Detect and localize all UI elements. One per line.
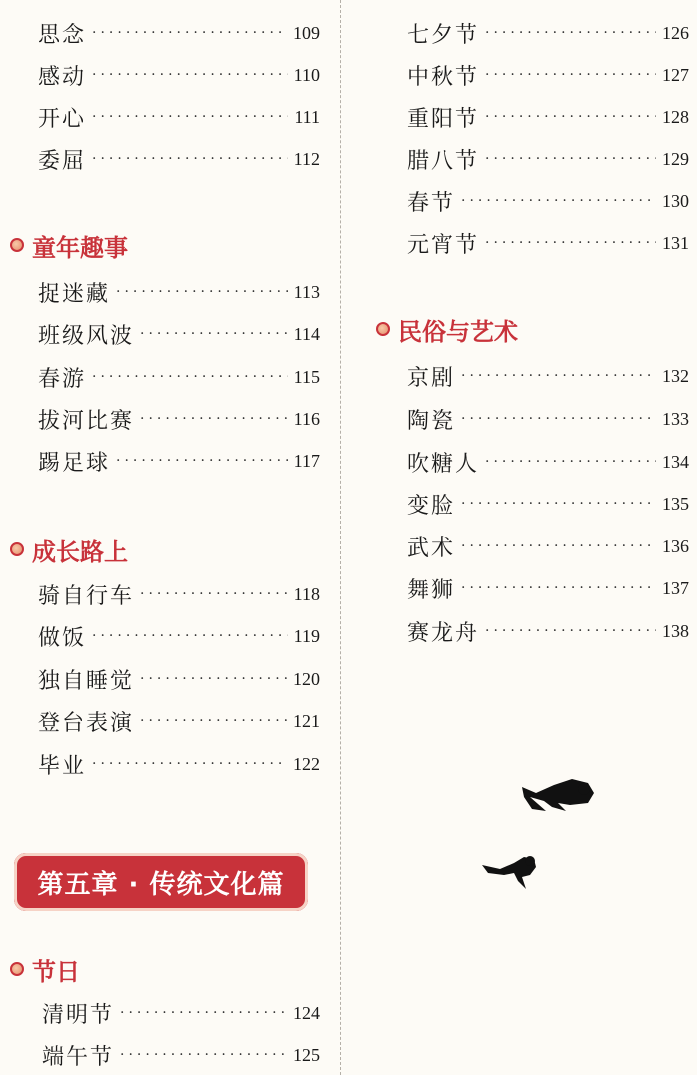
entry-title: 元宵节 bbox=[407, 232, 480, 258]
toc-entry[interactable] bbox=[407, 531, 689, 561]
toc-entry[interactable] bbox=[42, 998, 320, 1028]
entry-page: 131 bbox=[662, 232, 689, 253]
entry-page: 125 bbox=[293, 1044, 320, 1065]
swallow-icon bbox=[482, 856, 536, 889]
toc-entry[interactable] bbox=[407, 60, 689, 90]
column-divider bbox=[340, 0, 341, 1075]
entry-title: 武术 bbox=[407, 535, 456, 561]
section-heading bbox=[10, 228, 128, 262]
toc-entry[interactable] bbox=[38, 621, 320, 651]
leader-dots bbox=[140, 404, 288, 434]
entry-page: 138 bbox=[662, 620, 689, 641]
leader-dots bbox=[92, 749, 287, 779]
toc-entry[interactable] bbox=[407, 489, 689, 519]
toc-entry[interactable] bbox=[407, 616, 689, 646]
toc-entry[interactable] bbox=[407, 18, 689, 48]
leader-dots bbox=[120, 998, 287, 1028]
swallow-icon bbox=[522, 779, 594, 811]
bullet-icon bbox=[10, 962, 24, 976]
entry-page: 121 bbox=[293, 710, 320, 731]
section-title: 节日 bbox=[32, 957, 80, 986]
entry-title: 春游 bbox=[38, 366, 87, 392]
toc-entry[interactable] bbox=[38, 18, 320, 48]
leader-dots bbox=[116, 446, 288, 476]
leader-dots bbox=[92, 18, 287, 48]
entry-page: 116 bbox=[293, 408, 320, 429]
entry-title: 委屈 bbox=[38, 148, 87, 174]
leader-dots bbox=[485, 616, 656, 646]
entry-page: 120 bbox=[293, 668, 320, 689]
bullet-icon bbox=[10, 542, 24, 556]
leader-dots bbox=[461, 489, 656, 519]
entry-page: 113 bbox=[293, 281, 320, 302]
entry-page: 127 bbox=[662, 64, 689, 85]
entry-page: 119 bbox=[293, 625, 320, 646]
entry-title: 腊八节 bbox=[407, 148, 480, 174]
entry-page: 133 bbox=[662, 408, 689, 429]
entry-page: 128 bbox=[662, 106, 689, 127]
leader-dots bbox=[92, 102, 288, 132]
entry-title: 京剧 bbox=[407, 365, 456, 391]
entry-title: 端午节 bbox=[42, 1044, 115, 1070]
leader-dots bbox=[461, 531, 656, 561]
toc-entry[interactable] bbox=[38, 664, 320, 694]
entry-title: 开心 bbox=[38, 106, 87, 132]
toc-entry[interactable] bbox=[407, 404, 689, 434]
entry-page: 122 bbox=[293, 753, 320, 774]
toc-entry[interactable] bbox=[407, 144, 689, 174]
entry-page: 109 bbox=[293, 22, 320, 43]
entry-title: 变脸 bbox=[407, 493, 456, 519]
toc-entry[interactable] bbox=[407, 186, 689, 216]
entry-page: 117 bbox=[293, 450, 320, 471]
entry-title: 重阳节 bbox=[407, 106, 480, 132]
entry-title: 吹糖人 bbox=[407, 451, 480, 477]
entry-page: 112 bbox=[293, 148, 320, 169]
entry-title: 独自睡觉 bbox=[38, 668, 135, 694]
toc-entry[interactable] bbox=[407, 361, 689, 391]
entry-title: 七夕节 bbox=[407, 22, 480, 48]
entry-page: 129 bbox=[662, 148, 689, 169]
leader-dots bbox=[140, 706, 287, 736]
entry-page: 110 bbox=[293, 64, 320, 85]
section-title: 成长路上 bbox=[32, 537, 128, 566]
toc-entry[interactable] bbox=[38, 277, 320, 307]
leader-dots bbox=[461, 186, 656, 216]
leader-dots bbox=[92, 362, 288, 392]
toc-entry[interactable] bbox=[38, 446, 320, 476]
leader-dots bbox=[485, 60, 656, 90]
bullet-icon bbox=[376, 322, 390, 336]
entry-title: 捉迷藏 bbox=[38, 281, 111, 307]
entry-title: 陶瓷 bbox=[407, 408, 456, 434]
entry-title: 赛龙舟 bbox=[407, 620, 480, 646]
toc-entry[interactable] bbox=[38, 60, 320, 90]
leader-dots bbox=[485, 447, 656, 477]
toc-entry[interactable] bbox=[38, 362, 320, 392]
chapter-title: 第五章 · 传统文化篇 bbox=[37, 869, 285, 900]
toc-entry[interactable] bbox=[407, 228, 689, 258]
entry-page: 111 bbox=[294, 106, 320, 127]
section-heading bbox=[376, 312, 518, 346]
bullet-icon bbox=[10, 238, 24, 252]
entry-title: 中秋节 bbox=[407, 64, 480, 90]
entry-page: 136 bbox=[662, 535, 689, 556]
entry-title: 春节 bbox=[407, 190, 456, 216]
toc-entry[interactable] bbox=[42, 1040, 320, 1070]
section-heading bbox=[10, 952, 80, 986]
entry-page: 126 bbox=[662, 22, 689, 43]
entry-page: 124 bbox=[293, 1002, 320, 1023]
leader-dots bbox=[140, 579, 288, 609]
entry-page: 118 bbox=[293, 583, 320, 604]
toc-entry[interactable] bbox=[38, 144, 320, 174]
leader-dots bbox=[92, 60, 288, 90]
section-title: 民俗与艺术 bbox=[398, 317, 518, 346]
section-heading bbox=[10, 532, 128, 566]
leader-dots bbox=[485, 228, 656, 258]
toc-entry[interactable] bbox=[407, 573, 689, 603]
entry-page: 137 bbox=[662, 577, 689, 598]
entry-title: 拔河比赛 bbox=[38, 408, 135, 434]
leader-dots bbox=[92, 621, 288, 651]
leader-dots bbox=[485, 144, 656, 174]
toc-entry[interactable] bbox=[38, 749, 320, 779]
entry-title: 登台表演 bbox=[38, 710, 135, 736]
toc-entry[interactable] bbox=[38, 319, 320, 349]
leader-dots bbox=[461, 404, 656, 434]
swallows-illustration bbox=[470, 765, 610, 905]
entry-page: 115 bbox=[293, 366, 320, 387]
toc-entry[interactable] bbox=[38, 102, 320, 132]
entry-title: 毕业 bbox=[38, 753, 87, 779]
entry-title: 做饭 bbox=[38, 625, 87, 651]
entry-title: 踢足球 bbox=[38, 450, 111, 476]
leader-dots bbox=[140, 319, 288, 349]
leader-dots bbox=[120, 1040, 287, 1070]
leader-dots bbox=[461, 573, 656, 603]
leader-dots bbox=[116, 277, 288, 307]
entry-title: 舞狮 bbox=[407, 577, 456, 603]
leader-dots bbox=[92, 144, 288, 174]
entry-title: 感动 bbox=[38, 64, 87, 90]
chapter-banner bbox=[14, 853, 308, 911]
toc-entry[interactable] bbox=[38, 579, 320, 609]
entry-page: 130 bbox=[662, 190, 689, 211]
entry-title: 骑自行车 bbox=[38, 583, 135, 609]
toc-entry[interactable] bbox=[407, 102, 689, 132]
entry-title: 班级风波 bbox=[38, 323, 135, 349]
toc-entry[interactable] bbox=[38, 404, 320, 434]
section-title: 童年趣事 bbox=[32, 233, 128, 262]
entry-page: 135 bbox=[662, 493, 689, 514]
toc-entry[interactable] bbox=[407, 447, 689, 477]
entry-title: 思念 bbox=[38, 22, 87, 48]
entry-page: 132 bbox=[662, 365, 689, 386]
toc-entry[interactable] bbox=[38, 706, 320, 736]
leader-dots bbox=[461, 361, 656, 391]
leader-dots bbox=[485, 102, 656, 132]
entry-page: 114 bbox=[293, 323, 320, 344]
entry-page: 134 bbox=[662, 451, 689, 472]
leader-dots bbox=[485, 18, 656, 48]
leader-dots bbox=[140, 664, 287, 694]
entry-title: 清明节 bbox=[42, 1002, 115, 1028]
